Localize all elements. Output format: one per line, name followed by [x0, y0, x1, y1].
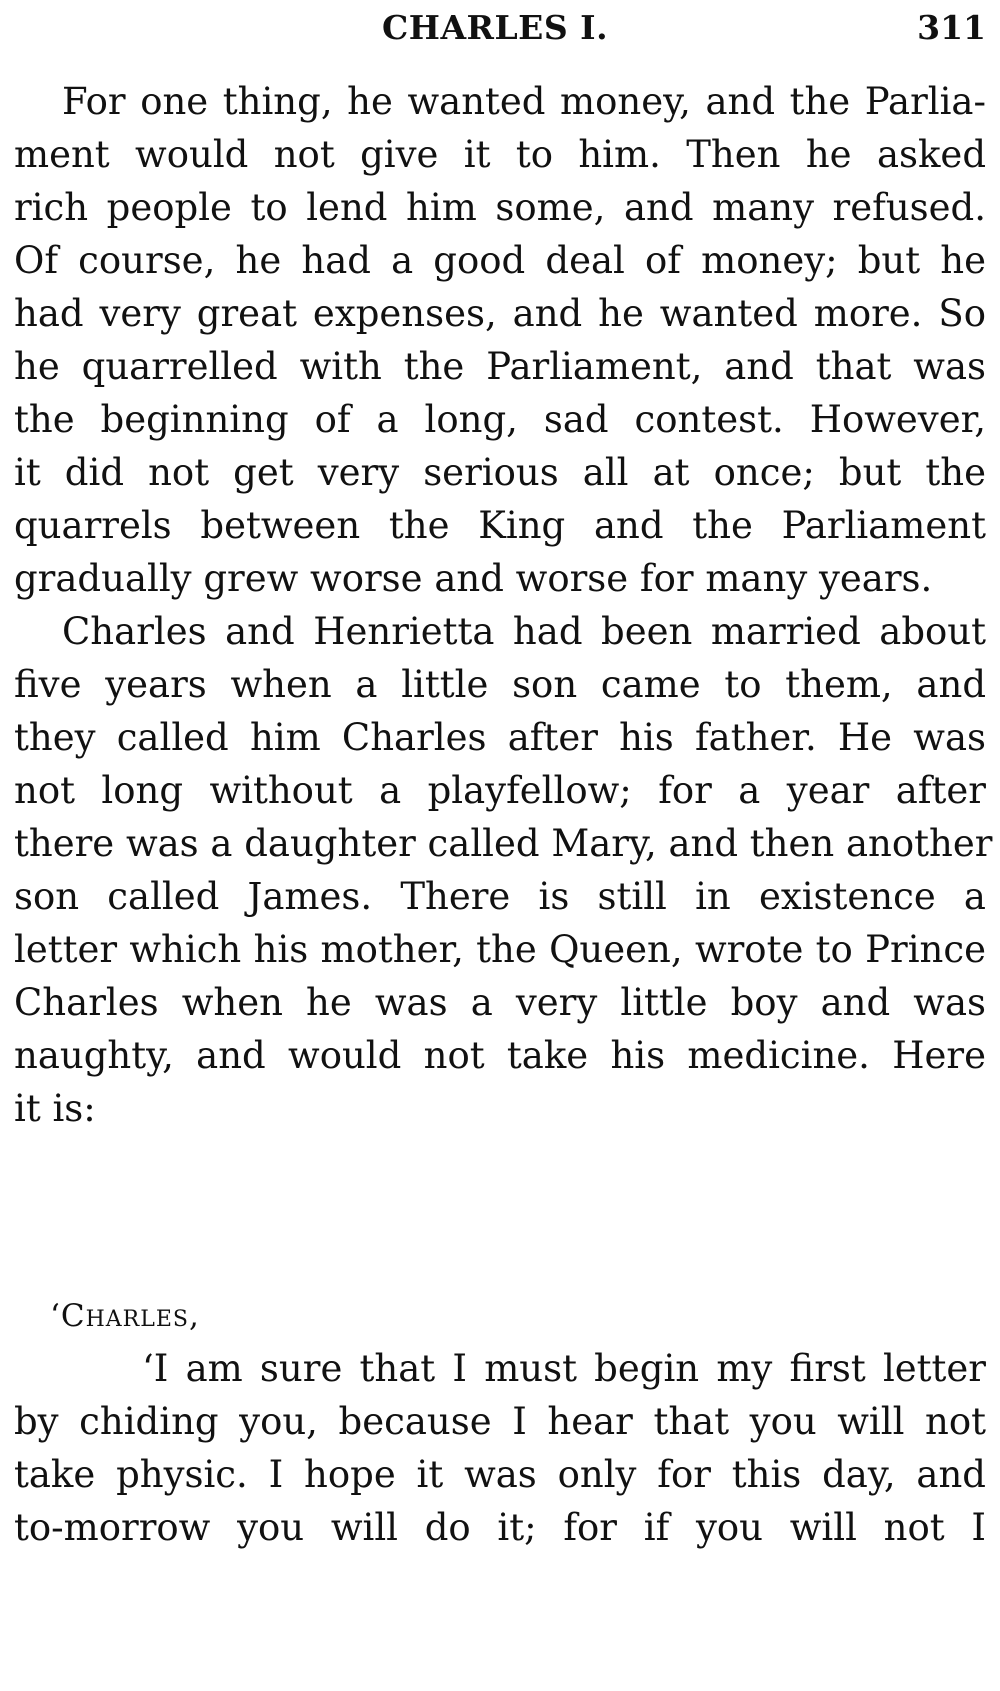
- text-line: Of course, he had a good deal of money; but he: [14, 239, 986, 282]
- running-head: [0, 8, 1000, 58]
- text-line: quarrels between the King and the Parliament: [14, 504, 986, 547]
- running-title: CHARLES I.: [382, 8, 609, 47]
- text-line: to-morrow you will do it; for if you will not I: [14, 1506, 986, 1549]
- text-line: son called James. There is still in existence a: [14, 875, 986, 918]
- text-line: by chiding you, because I hear that you will not: [14, 1400, 986, 1443]
- text-line: there was a daughter called Mary, and then another: [14, 822, 993, 865]
- text-line: had very great expenses, and he wanted more. So: [14, 292, 986, 335]
- text-line: rich people to lend him some, and many refused.: [14, 186, 986, 229]
- text-line: take physic. I hope it was only for this day, and: [14, 1453, 986, 1496]
- text-line: ment would not give it to him. Then he asked: [14, 133, 986, 176]
- text-line: Charles and Henrietta had been married about: [62, 610, 986, 653]
- text-line: the beginning of a long, sad contest. However,: [14, 398, 986, 441]
- page-number: 311: [917, 8, 986, 47]
- text-line: Charles when he was a very little boy and was: [14, 981, 986, 1024]
- text-line: letter which his mother, the Queen, wrote to Prince: [14, 928, 986, 971]
- text-line: five years when a little son came to them, and: [14, 663, 986, 706]
- letter-salutation: ‘Charles,: [50, 1298, 200, 1334]
- text-line: For one thing, he wanted money, and the Parlia-: [62, 80, 986, 123]
- text-line: not long without a playfellow; for a year after: [14, 769, 986, 812]
- text-line: they called him Charles after his father. He was: [14, 716, 986, 759]
- text-line: it did not get very serious all at once; but the: [14, 451, 986, 494]
- text-line: he quarrelled with the Parliament, and that was: [14, 345, 986, 388]
- text-line: it is:: [14, 1087, 96, 1130]
- text-line: ‘I am sure that I must begin my first letter: [142, 1347, 986, 1390]
- text-line: naughty, and would not take his medicine. Here: [14, 1034, 986, 1077]
- text-line: gradually grew worse and worse for many years.: [14, 557, 933, 600]
